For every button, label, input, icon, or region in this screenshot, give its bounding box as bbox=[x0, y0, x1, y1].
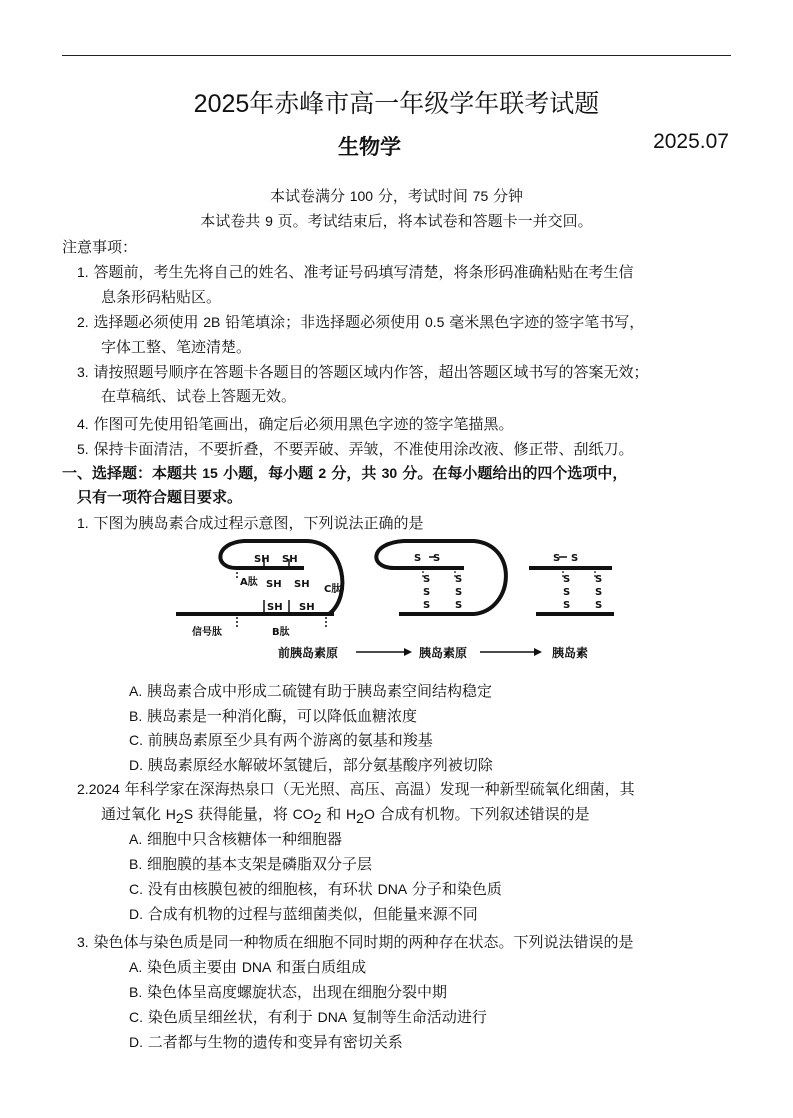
s-label: S bbox=[455, 587, 463, 598]
note-2: 2. 选择题必须使用 2B 铅笔填涂；非选择题必须使用 0.5 毫米黑色字迹的签字笔书写， bbox=[77, 313, 645, 331]
header-rule bbox=[62, 55, 731, 56]
sh-label: SH bbox=[267, 602, 283, 613]
q3-option-d: D. 二者都与生物的遗传和变异有密切关系 bbox=[129, 1033, 403, 1051]
s-label: S bbox=[571, 553, 579, 564]
q3-option-a: A. 染色质主要由 DNA 和蛋白质组成 bbox=[129, 958, 367, 976]
q2-stem: 2.2024 年科学家在深海热泉口（无光照、高压、高温）发现一种新型硫氧化细菌，其 bbox=[77, 780, 635, 798]
exam-date: 2025.07 bbox=[653, 130, 729, 153]
q1-option-d: D. 胰岛素原经水解破坏氢键后，部分氨基酸序列被切除 bbox=[129, 756, 493, 774]
q1-option-b: B. 胰岛素是一种消化酶，可以降低血糖浓度 bbox=[129, 707, 418, 725]
s-label: S bbox=[455, 574, 463, 585]
info-line-1: 本试卷满分 100 分，考试时间 75 分钟 bbox=[269, 187, 524, 205]
notes-heading: 注意事项： bbox=[62, 238, 138, 256]
note-4: 4. 作图可先使用铅笔画出，确定后必须用黑色字迹的签字笔描黑。 bbox=[77, 415, 514, 433]
q3-option-c: C. 染色质呈细丝状，有利于 DNA 复制等生命活动进行 bbox=[129, 1008, 487, 1026]
note-1-cont: 息条形码粘贴区。 bbox=[101, 288, 222, 306]
insulin-synthesis-figure bbox=[174, 535, 624, 665]
note-1: 1. 答题前，考生先将自己的姓名、准考证号码填写清楚，将条形码准确粘贴在考生信 bbox=[77, 263, 634, 281]
s-label: S bbox=[423, 600, 431, 611]
q1-option-a: A. 胰岛素合成中形成二硫键有助于胰岛素空间结构稳定 bbox=[129, 682, 493, 700]
s-label: S bbox=[595, 574, 603, 585]
q1-stem: 1. 下图为胰岛素合成过程示意图，下列说法正确的是 bbox=[77, 514, 424, 532]
note-3-cont: 在草稿纸、试卷上答题无效。 bbox=[101, 387, 297, 405]
sh-label: SH bbox=[282, 554, 298, 565]
section-heading-cont: 只有一项符合题目要求。 bbox=[77, 488, 243, 506]
section-heading: 一、选择题：本题共 15 小题，每小题 2 分，共 30 分。在每小题给出的四个选项中， bbox=[62, 464, 628, 482]
q1-option-c: C. 前胰岛素原至少具有两个游离的氨基和羧基 bbox=[129, 731, 433, 749]
proinsulin-diagram bbox=[376, 541, 506, 614]
b-chain-label: B肽 bbox=[272, 627, 290, 638]
q2-option-b: B. 细胞膜的基本支架是磷脂双分子层 bbox=[129, 855, 373, 873]
s-label: S bbox=[595, 587, 603, 598]
q3-option-b: B. 染色体呈高度螺旋状态，出现在细胞分裂中期 bbox=[129, 983, 448, 1001]
q3-stem: 3. 染色体与染色质是同一种物质在细胞不同时期的两种存在状态。下列说法错误的是 bbox=[77, 933, 634, 951]
note-3: 3. 请按照题号顺序在答题卡各题目的答题区域内作答，超出答题区域书写的答案无效； bbox=[77, 363, 649, 381]
s-label: S bbox=[563, 574, 571, 585]
s-label: S bbox=[563, 587, 571, 598]
signal-peptide-label: 信号肽 bbox=[192, 627, 222, 638]
c-chain-label: C肽 bbox=[324, 584, 342, 595]
sh-label: SH bbox=[299, 602, 315, 613]
note-5: 5. 保持卡面清洁，不要折叠，不要弄破、弄皱，不准使用涂改液、修正带、刮纸刀。 bbox=[77, 440, 634, 458]
s-label: S bbox=[423, 587, 431, 598]
stage-insulin: 胰岛素 bbox=[552, 646, 589, 660]
sh-label: SH bbox=[266, 579, 282, 590]
exam-title: 2025年赤峰市高一年级学年联考试题 bbox=[193, 89, 600, 118]
q2-option-a: A. 细胞中只含核糖体一种细胞器 bbox=[129, 830, 343, 848]
s-label: S bbox=[414, 553, 422, 564]
s-label: S bbox=[433, 553, 441, 564]
s-label: S bbox=[553, 553, 561, 564]
q2-option-c: C. 没有由核膜包被的细胞核，有环状 DNA 分子和染色质 bbox=[129, 880, 502, 898]
q2-stem-cont: 通过氧化 $H_2S$ 获得能量，将 $CO_2$ 和 $H_2O$ 合成有机物。下列叙述错误的是 bbox=[101, 805, 590, 826]
a-chain-label: A肽 bbox=[240, 577, 258, 588]
s-label: S bbox=[423, 574, 431, 585]
s-label: S bbox=[563, 600, 571, 611]
s-label: S bbox=[455, 600, 463, 611]
sh-label: SH bbox=[294, 579, 310, 590]
stage-proinsulin: 胰岛素原 bbox=[419, 646, 468, 660]
s-label: S bbox=[595, 600, 603, 611]
stage-preproinsulin: 前胰岛素原 bbox=[278, 646, 339, 660]
note-2-cont: 字体工整、笔迹清楚。 bbox=[101, 338, 252, 356]
q2-option-d: D. 合成有机物的过程与蓝细菌类似，但能量来源不同 bbox=[129, 905, 478, 923]
info-line-2: 本试卷共 9 页。考试结束后，将本试卷和答题卡一并交回。 bbox=[200, 212, 593, 230]
sh-label: SH bbox=[254, 554, 270, 565]
subject-title: 生物学 bbox=[338, 134, 401, 159]
